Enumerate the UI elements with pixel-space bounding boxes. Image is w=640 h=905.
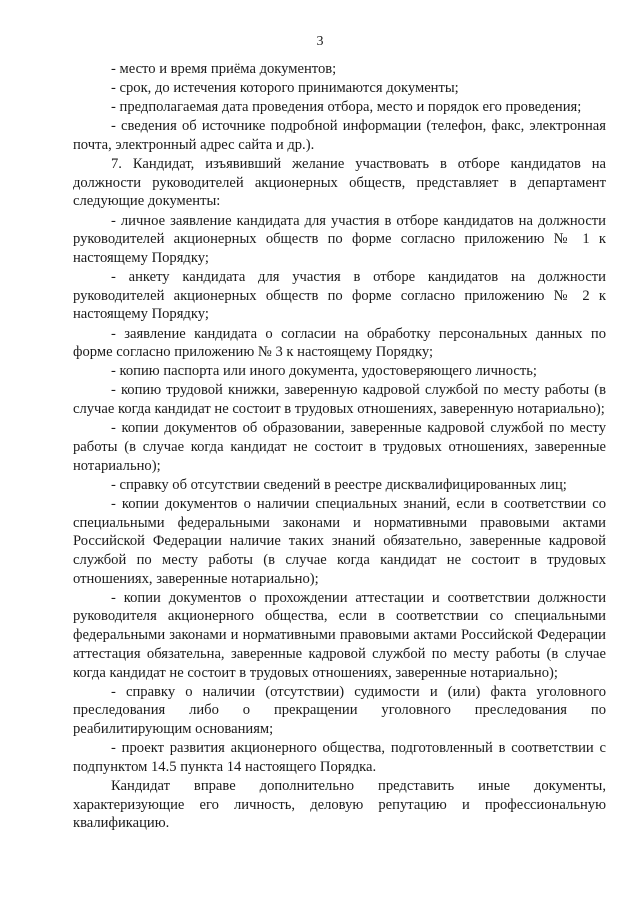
paragraph: - справку об отсутствии сведений в реестре дисквалифицированных лиц; [111, 476, 567, 493]
paragraph: - копии документов о наличии специальных знаний, если в соответствии со специальными федеральными законами и нормативными правовыми актами Российской Федерации наличие таких знаний обязательно, заверенные кадровой службой по месту работы (в случае когда кандидат не состоит в трудовых отношениях, заверенные нотариально); [73, 495, 606, 587]
body-text [73, 60, 606, 833]
paragraph: - проект развития акционерного общества, подготовленный в соответствии с подпунктом 14.5 пункта 14 настоящего Порядка. [73, 740, 606, 775]
paragraph: - место и время приёма документов; [111, 61, 337, 77]
paragraph: - копию паспорта или иного документа, удостоверяющего личность; [111, 363, 537, 380]
paragraph: - заявление кандидата о согласии на обработку персональных данных по форме согласно приложению № 3 к настоящему Порядку; [73, 325, 606, 361]
paragraph: - сведения об источнике подробной информации (телефон, факс, электронная почта, электронный адрес сайта и др.). [73, 118, 606, 153]
paragraph: - копии документов о прохождении аттестации и соответствии должности руководителя акционерного общества, если в соответствии со специальными федеральными законами и нормативными правовыми актами Российской Федерации аттестация обязательна, заверенные кадровой службой по месту работы (в случае когда кандидат не состоит в трудовых отношениях, заверенные нотариально); [73, 589, 606, 681]
paragraph: 7. Кандидат, изъявивший желание участвовать в отборе кандидатов на должности руководителей акционерных обществ, представляет в департамент следующие документы: [73, 156, 606, 210]
paragraph: - справку о наличии (отсутствии) судимости и (или) факта уголовного преследования либо о прекращении уголовного преследования по реабилитирующим основаниям; [73, 683, 606, 738]
paragraph: - копию трудовой книжки, заверенную кадровой службой по месту работы (в случае когда кандидат не состоит в трудовых отношениях, заверенную нотариально); [73, 382, 606, 418]
page-number: 3 [316, 34, 324, 49]
paragraph: - срок, до истечения которого принимаются документы; [111, 80, 459, 97]
paragraph: - анкету кандидата для участия в отборе кандидатов на должности руководителей акционерных обществ по форме согласно приложению № 2 к настоящему Порядку; [73, 269, 606, 323]
paragraph: - личное заявление кандидата для участия в отборе кандидатов на должности руководителей акционерных обществ по форме согласно приложению № 1 к настоящему Порядку; [73, 212, 606, 266]
paragraph: - предполагаемая дата проведения отбора, место и порядок его проведения; [111, 99, 582, 116]
paragraph: - копии документов об образовании, заверенные кадровой службой по месту работы (в случае когда кандидат не состоит в трудовых отношениях, заверенные нотариально); [73, 420, 606, 474]
paragraph: Кандидат вправе дополнительно представить иные документы, характеризующие его личность, деловую репутацию и профессиональную квалификацию. [73, 777, 606, 832]
